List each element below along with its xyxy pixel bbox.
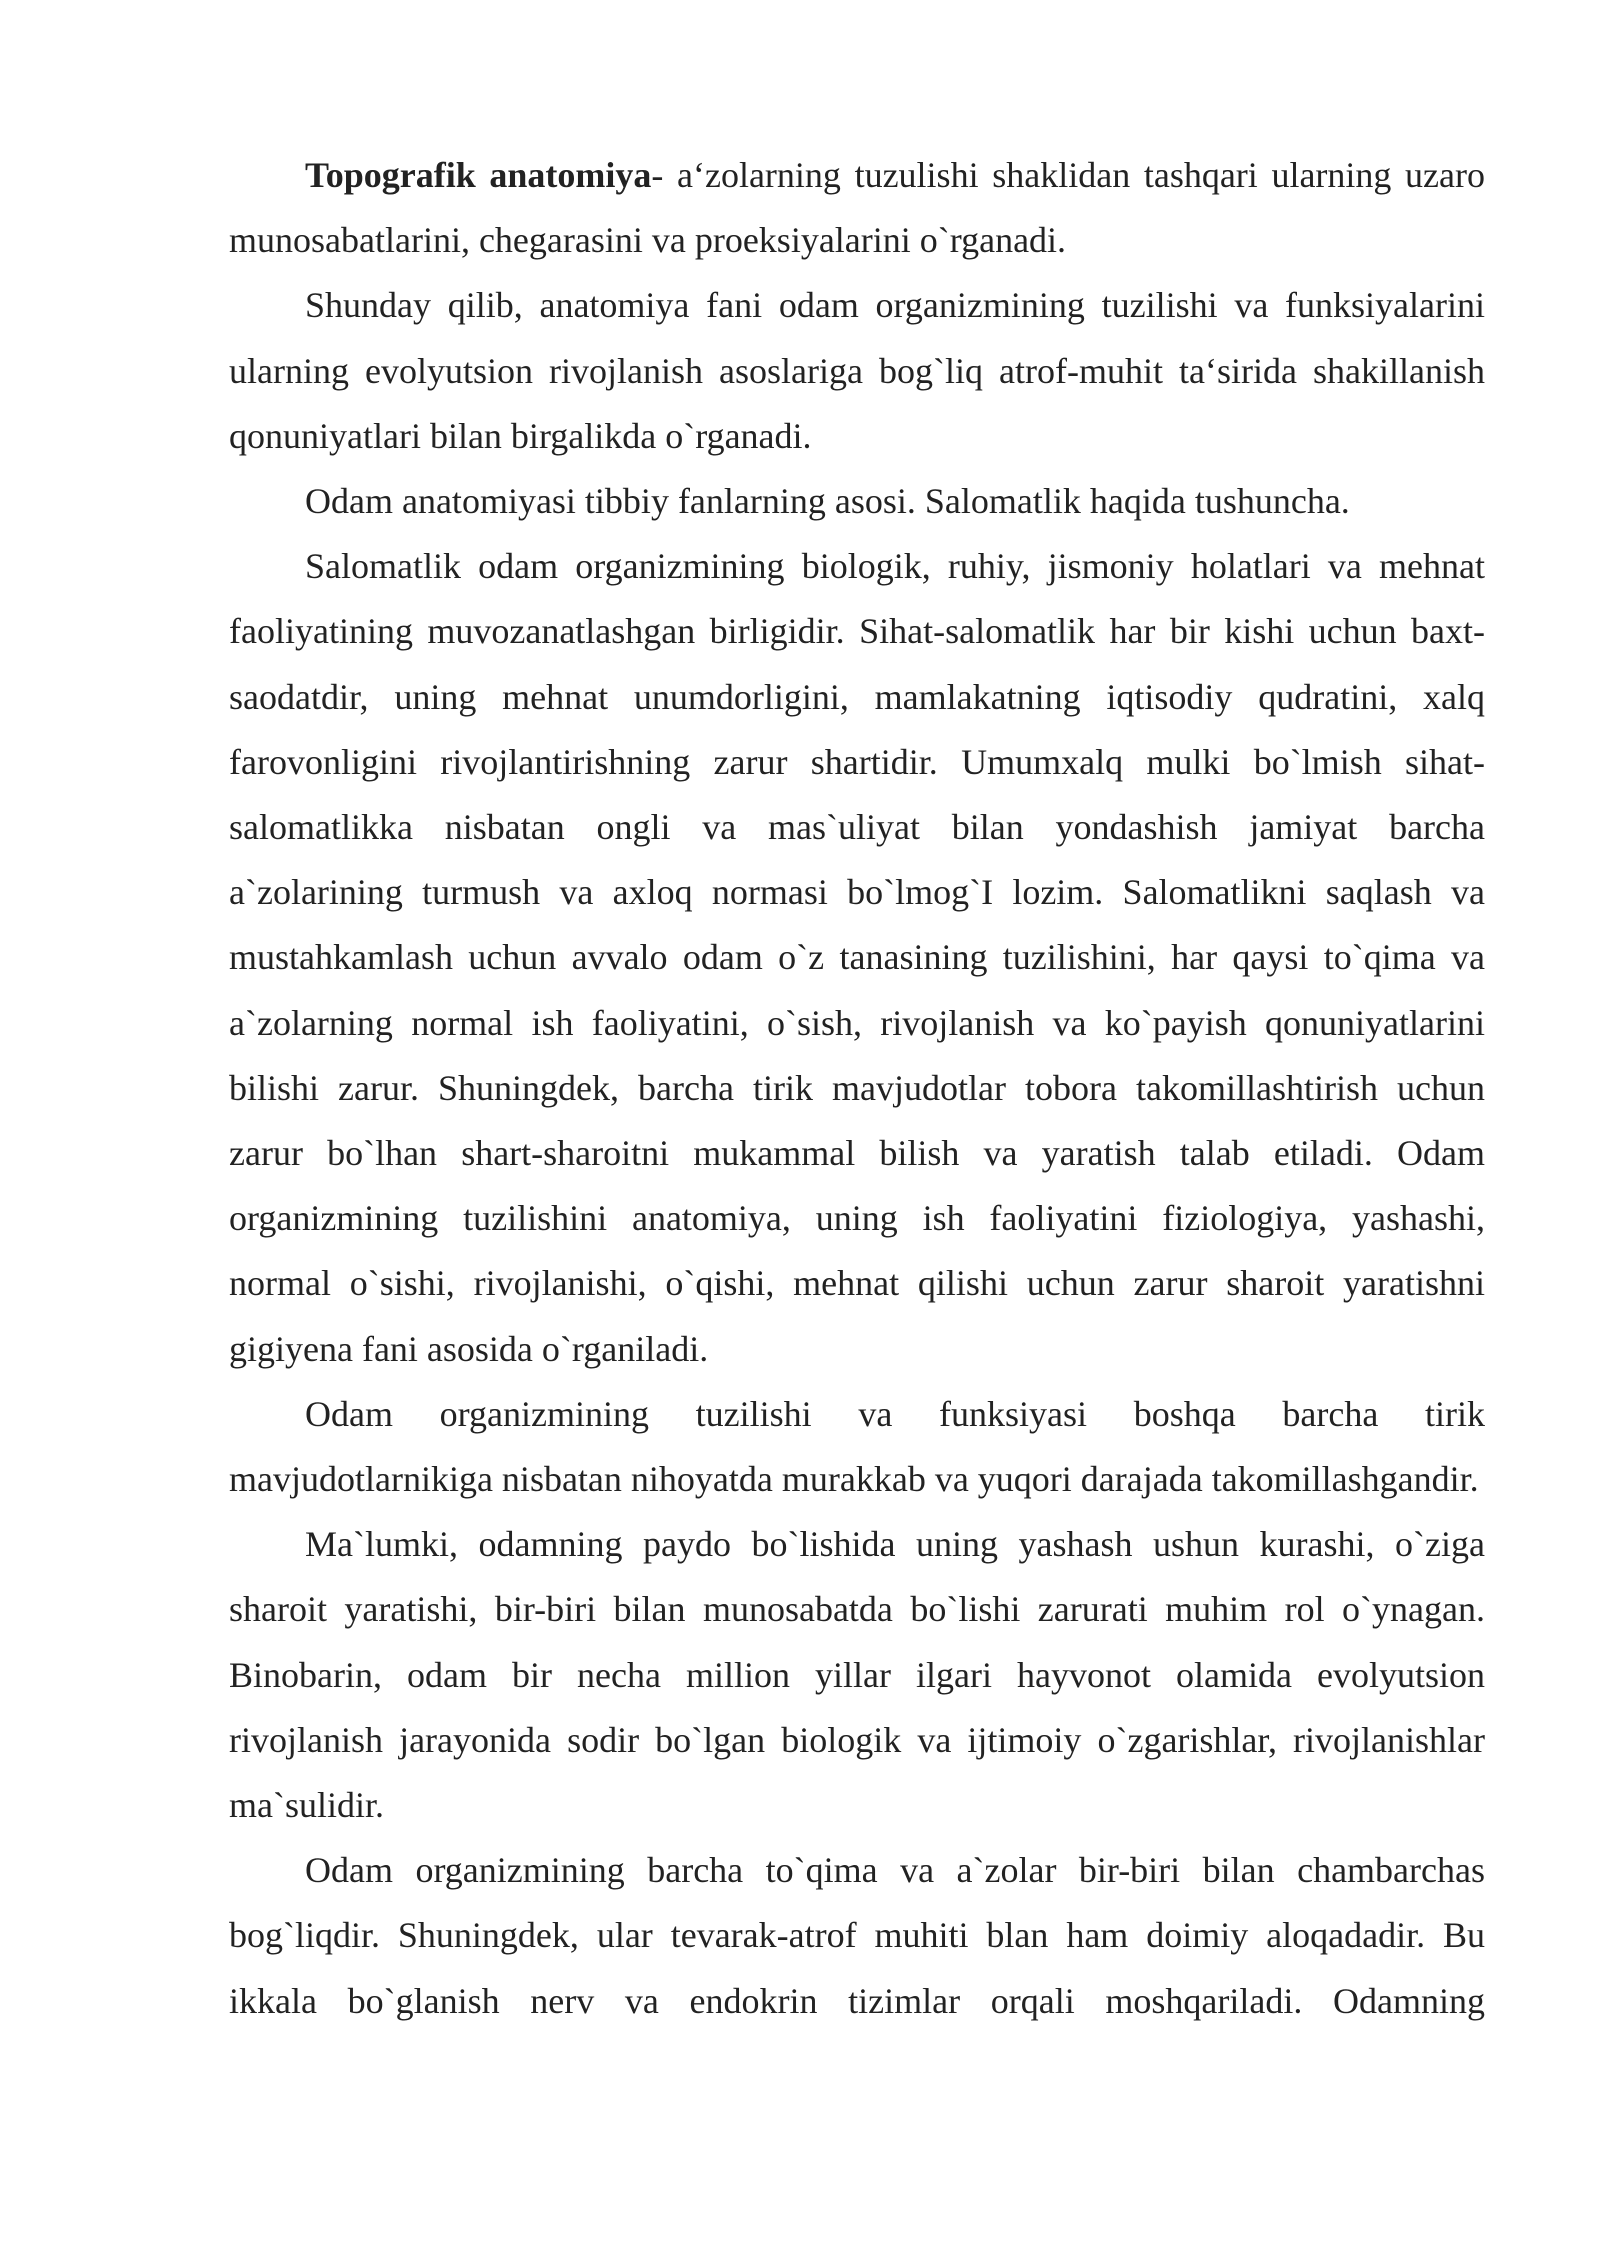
paragraph-text: Shunday qilib, anatomiya fani odam organizmining tuzilishi va funksiyalarini ularning evolyutsion rivojlanish asoslariga bog`liq atrof-muhit ta‘sirida shakillanish qonuniyatlari bilan birgalikda o`rganadi. [229,285,1485,456]
paragraph-text: Odam organizmining tuzilishi va funksiyasi boshqa barcha tirik mavjudotlarnikiga nisbatan nihoyatda murakkab va yuqori darajada takomillashgandir. [229,1393,1485,1500]
term-bold: Topografik anatomiya [305,155,652,195]
paragraph-text: Salomatlik odam organizmining biologik, ruhiy, jismoniy holatlari va mehnat faoliyatining muvozanatlashgan birligidir. Sihat-salomatlik har bir kishi uchun baxt-saodatdir, uning mehnat unumdorligini, mamlakatning iqtisodiy qudratini, xalq farovonligini rivojlantirishning zarur shartidir. Umumxalq mulki bo`lmish sihat-salomatlikka nisbatan ongli va mas`uliyat bilan yondashish jamiyat barcha a`zolarining turmush va axloq normasi bo`lmog`I lozim. Salomatlikni saqlash va mustahkamlash uchun avvalo odam o`z tanasining tuzilishini, har qaysi to`qima va a`zolarning normal ish faoliyatini, o`sish, rivojlanish va ko`payish qonuniyatlarini bilishi zarur. Shuningdek, barcha tirik mavjudotlar tobora takomillashtirish uchun zarur bo`lhan shart-sharoitni mukammal bilish va yaratish talab etiladi. Odam organizmining tuzilishini anatomiya, uning ish faoliyatini fiziologiya, yashashi, normal o`sishi, rivojlanishi, o`qishi, mehnat qilishi uchun zarur sharoit yaratishni gigiyena fani asosida o`rganiladi. [229,546,1485,1369]
paragraph-text: Odam anatomiyasi tibbiy fanlarning asosi. Salomatlik haqida tushuncha. [305,481,1350,522]
paragraph-malumki [229,1512,1485,1838]
paragraph-section-heading [229,469,1485,534]
document-body [229,143,1485,2034]
paragraph-text: Odam organizmining barcha to`qima va a`zolar bir-biri bilan chambarchas bog`liqdir. Shuningdek, ular tevarak-atrof muhiti blan ham doimiy aloqadadir. Bu ikkala bo`glanish nerv va endokrin tizimlar orqali moshqariladi. Odamning [229,1850,1485,2021]
paragraph-salomatlik [229,534,1485,1382]
paragraph-text: Ma`lumki, odamning paydo bo`lishida uning yashash ushun kurashi, o`ziga sharoit yaratishi, bir-biri bilan munosabatda bo`lishi zarurati muhim rol o`ynagan. Binobarin, odam bir necha million yillar ilgari hayvonot olamida evolyutsion rivojlanish jarayonida sodir bo`lgan biologik va ijtimoiy o`zgarishlar, rivojlanishlar ma`sulidir. [229,1524,1485,1826]
paragraph-toqima-azolar [229,1838,1485,2034]
paragraph-anatomiya-fani [229,273,1485,469]
paragraph-topografik-anatomiya [229,143,1485,273]
paragraph-text: - a‘zolarning tuzulishi shaklidan tashqari ularning uzaro munosabatlarini, chegarasini va proeksiyalarini o`rganadi. [229,155,1486,261]
paragraph-odam-organizmi [229,1382,1485,1512]
